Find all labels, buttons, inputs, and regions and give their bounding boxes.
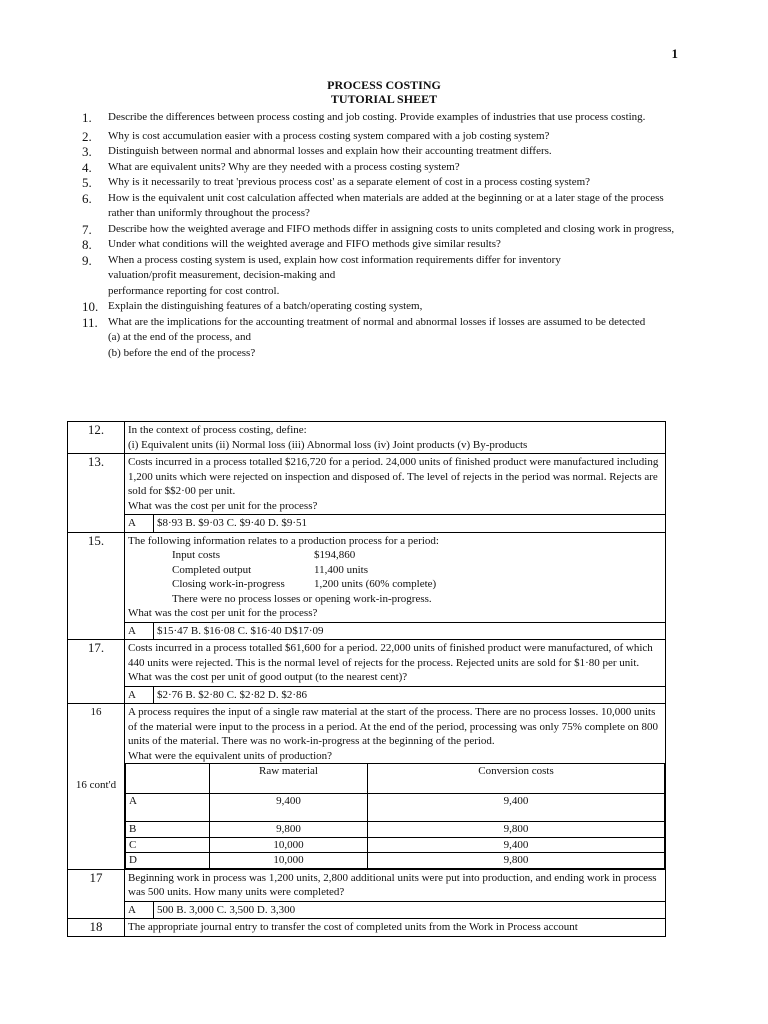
question-7: 7. Describe how the weighted average and FIFO methods differ in assigning costs to units completed and closing work in progress, xyxy=(82,221,675,237)
page-title: PROCESS COSTING xyxy=(327,78,441,92)
question-3: 3. Distinguish between normal and abnormal losses and explain how their accounting treatment differs. xyxy=(82,144,552,159)
question-16: 16 16 cont'd A process requires the input of a single raw material at the start of the process. There are no process losses. 10,000 units of the material were input to the process in a period. At the end of the period, processing was only 75% complete on 800 units of the material. There was no work-in-progress at the beginning of the period. What were the equivalent units of production? Raw material Conversion costs A 9,400 9,400 B 9,800 9,800 C 10,000 9,400 D 10,000 9,800 xyxy=(68,704,666,870)
question-8: 8. Under what conditions will the weighted average and FIFO methods give similar results? xyxy=(82,237,501,252)
answer-options: $2·76 B. $2·80 C. $2·82 D. $2·86 xyxy=(154,686,666,704)
page-subtitle: TUTORIAL SHEET xyxy=(330,92,438,106)
equivalent-units-table: Raw material Conversion costs A 9,400 9,400 B 9,800 9,800 C 10,000 9,400 D 10,000 9,800 xyxy=(125,763,665,869)
question-17: 17. Costs incurred in a process totalled $61,600 for a period. 22,000 units of finished product were manufactured, of which 440 units were rejected. This is the normal level of rejects for the process. Rejected units are sold for $1·80 per unit. What was the cost per unit of good output (to the nearest cent)? xyxy=(68,640,666,687)
question-9: 9. When a process costing system is used, explain how cost information requirements differ for inventory valuation/profit measurement, decision-making and performance reporting for cost control. xyxy=(82,252,561,297)
question-12: 12. In the context of process costing, define: (i) Equivalent units (ii) Normal loss (iii) Abnormal loss (iv) Joint products (v) By-products xyxy=(68,422,666,454)
question-4: 4. What are equivalent units? Why are they needed with a process costing system? xyxy=(82,159,460,175)
answer-options: 500 B. 3,000 C. 3,500 D. 3,300 xyxy=(154,901,666,919)
question-15: 15. The following information relates to a production process for a period: Input costs $194,860 Completed output 11,400 units Closing work-in-progress 1,200 units (60% complete) There were no process losses or opening work-in-progress. What was the cost per unit for the process? xyxy=(68,532,666,622)
question-1: 1. Describe the differences between process costing and job costing. Provide examples of industries that use process costing. xyxy=(82,110,646,125)
question-5: 5. Why is it necessarily to treat 'previous process cost' as a separate element of cost in a process costing system? xyxy=(82,175,591,190)
question-10: 10. Explain the distinguishing features of a batch/operating costing system, xyxy=(82,299,423,314)
question-13: 13. Costs incurred in a process totalled $216,720 for a period. 24,000 units of finished product were manufactured including 1,200 units which were rejected on inspection and disposed of. The level of rejects in the period was normal. Rejects are sold for $$2·00 per unit. What was the cost per unit for the process? xyxy=(68,454,666,515)
mcq-table: 12. In the context of process costing, define: (i) Equivalent units (ii) Normal loss (iii) Abnormal loss (iv) Joint products (v) By-products 13. Costs incurred in a process totalled $216,720 for a period. 24,000 units of finished product were manufactured including 1,200 units which were rejected on inspection and disposed of. The level of rejects in the period was normal. Rejects are sold for $$2·00 per unit. What was the cost per unit for the process? A $8·93 B. $9·03 C. $9·40 D. $9·51 15. The following information relates to a production process for a period: Input costs $194,860 Completed output 11,400 units Closing work-in-progress 1,200 units (60% complete) There were no process losses or opening work-in-progress. What was the cost per unit for the process? A $15·47 B. $16·08 C. $16·40 D$17·09 17. Costs incurred in a process totalled $61,600 for a period. 22,000 units of finished product were manufactured, of which 440 units were rejected. This is the normal level of rejects for the process. Rejected units are sold for $1·80 per unit. What was the cost per unit of good output (to the nearest cent)? A $2·76 B. $2·80 C. $2·82 D. $2·86 16 16 cont'd A process requires the input of a single raw material at the start of the process. There are no process losses. 10,000 units of the material were input to the process in a period. At the end of the period, processing was only 75% complete on 800 units of the material. There was no work-in-progress at the beginning of the period. What were the equivalent units of production? Raw material Conversion costs A 9,400 9,400 B 9,800 9,800 C 10,000 9,400 D 10,000 9,800 17 Beginning work in process was 1,200 units, 2,800 additional units were put into production, and ending work in process was 500 units. How many units were completed? A 500 B. 3,000 C. 3,500 D. 3,300 18 The appropriate journal entry to transfer the cost of completed units from the Work in Process account xyxy=(67,421,666,937)
answer-options: $8·93 B. $9·03 C. $9·40 D. $9·51 xyxy=(154,515,666,533)
question-6: 6. How is the equivalent unit cost calculation affected when materials are added at the beginning or at a later stage of the process rather than uniformly throughout the process? xyxy=(82,190,664,219)
question-list xyxy=(82,110,680,361)
answer-options: $15·47 B. $16·08 C. $16·40 D$17·09 xyxy=(154,622,666,640)
question-2: 2. Why is cost accumulation easier with a process costing system compared with a job costing system? xyxy=(82,128,550,144)
question-18: 18 The appropriate journal entry to transfer the cost of completed units from the Work in Process account xyxy=(68,919,666,937)
question-17b: 17 Beginning work in process was 1,200 units, 2,800 additional units were put into production, and ending work in process was 500 units. How many units were completed? xyxy=(68,869,666,901)
page-number: 1 xyxy=(671,46,678,61)
question-11: 11. What are the implications for the accounting treatment of normal and abnormal losses if losses are assumed to be detected (a) at the end of the process, and (b) before the end of the process? xyxy=(82,314,646,359)
